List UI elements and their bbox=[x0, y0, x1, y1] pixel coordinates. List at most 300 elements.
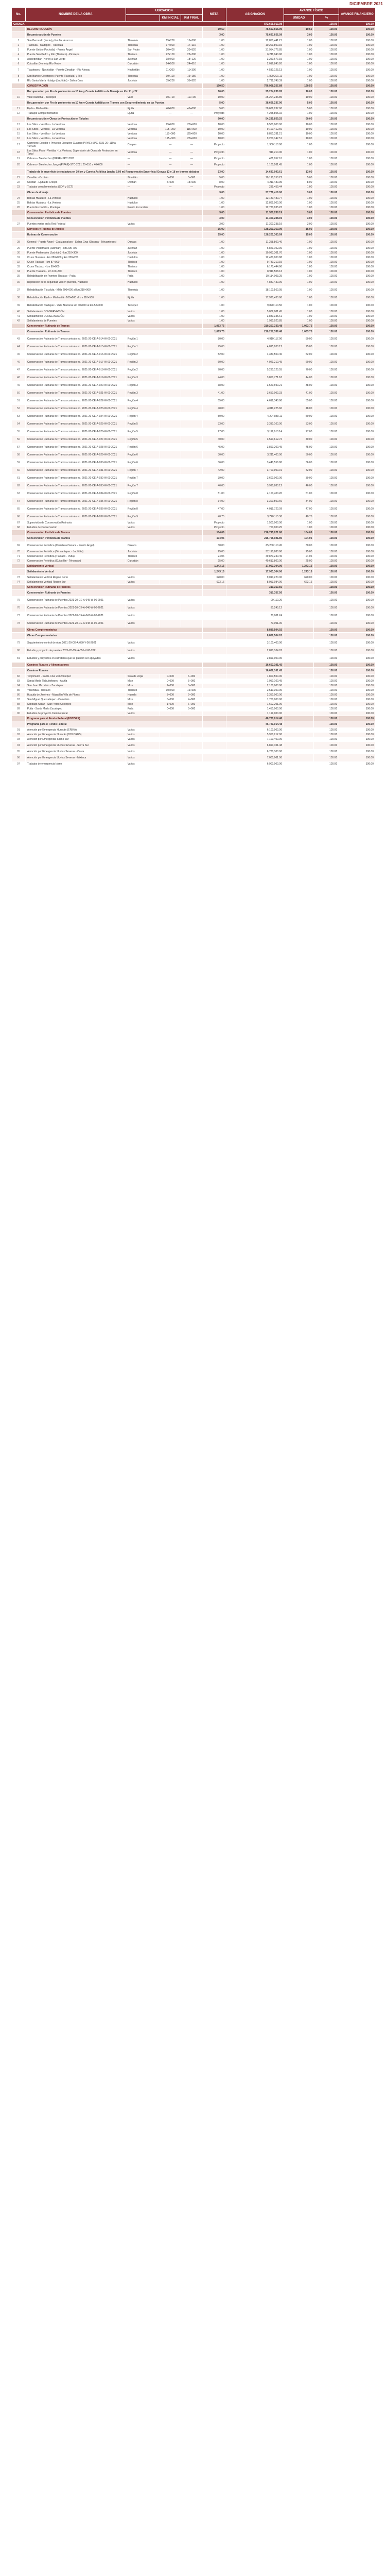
row-financial-pct: 100.00 bbox=[339, 132, 376, 137]
row-location: Región 3 bbox=[126, 382, 160, 389]
row-amount: 38,666,237.90 bbox=[226, 107, 284, 111]
subsection-row bbox=[12, 232, 376, 239]
row-name: Puente Pedernales (Juchitán) - km 210+300 bbox=[25, 251, 126, 256]
row-km-end bbox=[181, 256, 202, 260]
row-amount: 10,201,800.15 bbox=[226, 43, 284, 48]
table-row bbox=[12, 733, 376, 737]
row-amount: 3,211,400.00 bbox=[226, 451, 284, 459]
row-amount: 2,890,104.92 bbox=[226, 647, 284, 655]
section-physical-pct: 100.00 bbox=[314, 116, 339, 123]
row-index: 91 bbox=[12, 728, 26, 733]
row-financial-pct: 100.00 bbox=[339, 314, 376, 319]
section-physical-pct: 100.00 bbox=[314, 227, 339, 232]
subsection-row bbox=[12, 721, 376, 728]
row-name: Acatepetitlan (Norte) a San Jorge bbox=[25, 57, 126, 62]
row-index: 78 bbox=[12, 620, 26, 628]
row-meta: 1.00 bbox=[202, 62, 226, 66]
row-km-end bbox=[181, 269, 202, 274]
row-km-start bbox=[160, 733, 181, 737]
row-index: 9 bbox=[12, 79, 26, 83]
row-physical: 10.00 bbox=[284, 123, 314, 127]
row-physical-pct: 100.00 bbox=[314, 428, 339, 436]
table-row bbox=[12, 542, 376, 550]
section-financial-pct: 100.00 bbox=[339, 530, 376, 535]
row-name: Conservación Rutinaria de Tramos contrato no. 2021-20-CE-A-032-W-00-2021 bbox=[25, 474, 126, 482]
row-index: 28 bbox=[12, 239, 26, 246]
row-index: 1 bbox=[12, 39, 26, 43]
table-row bbox=[12, 693, 376, 698]
row-physical: 1.00 bbox=[284, 185, 314, 190]
section-physical: 15.00 bbox=[284, 227, 314, 232]
row-physical-pct: 100.00 bbox=[314, 279, 339, 286]
row-amount: 6,100,000.00 bbox=[226, 728, 284, 733]
row-physical: 1.00 bbox=[284, 265, 314, 269]
row-physical: 1.00 bbox=[284, 57, 314, 62]
row-physical: 40.75 bbox=[284, 513, 314, 521]
section-row bbox=[12, 324, 376, 329]
table-row bbox=[12, 451, 376, 459]
row-physical bbox=[284, 711, 314, 716]
row-name: Teojomulco - Santa Cruz Zenzontepec bbox=[25, 674, 126, 679]
row-physical: 1.00 bbox=[284, 48, 314, 53]
section-index bbox=[12, 215, 26, 222]
row-name: Atención por Emergencia Sismo Sur bbox=[25, 737, 126, 742]
row-meta bbox=[202, 693, 226, 698]
table-row bbox=[12, 57, 376, 62]
section-row bbox=[12, 530, 376, 535]
row-financial-pct: 100.00 bbox=[339, 161, 376, 169]
row-location: Varios bbox=[126, 597, 160, 604]
row-index: 55 bbox=[12, 428, 26, 436]
section-index bbox=[12, 569, 26, 575]
row-index: 46 bbox=[12, 359, 26, 366]
row-physical: 1.00 bbox=[284, 43, 314, 48]
row-meta: 39.00 bbox=[202, 474, 226, 482]
row-physical-pct: 100.00 bbox=[314, 382, 339, 389]
row-amount: 3,112,010.14 bbox=[226, 428, 284, 436]
table-row bbox=[12, 239, 376, 246]
row-km-start bbox=[160, 542, 181, 550]
row-km-end: 19+180 bbox=[181, 74, 202, 79]
section-physical-pct: 100.00 bbox=[314, 663, 339, 668]
row-amount: 9,890,110.50 bbox=[226, 302, 284, 310]
row-amount: 4,015,720.09 bbox=[226, 505, 284, 513]
row-amount: 911,210.00 bbox=[226, 149, 284, 157]
row-km-end: 5+000 bbox=[181, 679, 202, 684]
row-location: Región 7 bbox=[126, 474, 160, 482]
section-financial-pct: 100.00 bbox=[339, 663, 376, 668]
row-physical: 620.00 bbox=[284, 575, 314, 580]
row-meta: 42.00 bbox=[202, 467, 226, 474]
row-km-end bbox=[181, 196, 202, 201]
row-meta bbox=[202, 688, 226, 693]
section-label: Caminos Rurales bbox=[25, 668, 202, 674]
table-row bbox=[12, 260, 376, 265]
row-physical: 623.16 bbox=[284, 580, 314, 585]
row-physical-pct: 100.00 bbox=[314, 269, 339, 274]
row-amount: 8,500,000.00 bbox=[226, 123, 284, 127]
row-physical-pct: 100.00 bbox=[314, 343, 339, 351]
row-km-end bbox=[181, 655, 202, 663]
section-financial-pct: 100.00 bbox=[339, 227, 376, 232]
row-location: Putla bbox=[126, 707, 160, 711]
row-name: Cabrera - Bienhechor (PIPAE)-SPC-2021 bbox=[25, 157, 126, 161]
section-amount: 8,889,504.92 bbox=[226, 628, 284, 633]
row-km-start bbox=[160, 580, 181, 585]
row-index: 76 bbox=[12, 604, 26, 612]
table-row bbox=[12, 397, 376, 405]
row-amount: 1,890,201.11 bbox=[226, 74, 284, 79]
row-km-start: 19+100 bbox=[160, 74, 181, 79]
row-physical-pct: 100.00 bbox=[314, 111, 339, 116]
row-amount: 6,211,040.90 bbox=[226, 53, 284, 57]
section-meta: 1,243.16 bbox=[202, 564, 226, 569]
table-row bbox=[12, 161, 376, 169]
row-physical-pct: 100.00 bbox=[314, 413, 339, 420]
row-physical-pct: 100.00 bbox=[314, 405, 339, 413]
row-km-end bbox=[181, 580, 202, 585]
row-km-end bbox=[181, 754, 202, 762]
section-financial-pct: 100.00 bbox=[339, 210, 376, 215]
section-amount: 46,721,014.48 bbox=[226, 716, 284, 721]
row-physical-pct: 100.00 bbox=[314, 74, 339, 79]
row-amount: 2,510,300.00 bbox=[226, 688, 284, 693]
row-meta: 620.00 bbox=[202, 575, 226, 580]
row-financial-pct: 100.00 bbox=[339, 389, 376, 397]
row-name: Reposición de la seguridad vial en puentes, Huatulco bbox=[25, 279, 126, 286]
row-index: 36 bbox=[12, 279, 26, 286]
row-financial-pct: 100.00 bbox=[339, 382, 376, 389]
row-physical-pct: 100.00 bbox=[314, 688, 339, 693]
row-financial-pct: 100.00 bbox=[339, 762, 376, 767]
row-km-end bbox=[181, 335, 202, 343]
row-location: Región 4 bbox=[126, 397, 160, 405]
section-amount: 14,637,090.61 bbox=[226, 169, 284, 176]
row-index: 81 bbox=[12, 655, 26, 663]
row-physical: 55.00 bbox=[284, 397, 314, 405]
row-financial-pct: 100.00 bbox=[339, 127, 376, 132]
row-amount: 6,780,300.00 bbox=[226, 750, 284, 754]
row-km-start: 3+000 bbox=[160, 693, 181, 698]
row-km-end bbox=[181, 762, 202, 767]
section-amount: 138,201,360.99 bbox=[226, 232, 284, 239]
row-meta: 40.00 bbox=[202, 436, 226, 444]
row-location: Región 6 bbox=[126, 459, 160, 467]
row-physical: 25.00 bbox=[284, 559, 314, 564]
row-location: — bbox=[126, 157, 160, 161]
row-index: 72 bbox=[12, 559, 26, 564]
row-physical-pct: 100.00 bbox=[314, 319, 339, 324]
row-meta: 623.16 bbox=[202, 580, 226, 585]
row-index: 87 bbox=[12, 698, 26, 702]
row-location: Varios bbox=[126, 754, 160, 762]
section-index bbox=[12, 590, 26, 597]
row-physical-pct: 100.00 bbox=[314, 679, 339, 684]
section-physical-pct: 100.00 bbox=[314, 716, 339, 721]
section-index bbox=[12, 32, 26, 39]
row-km-start: 40+000 bbox=[160, 107, 181, 111]
table-row bbox=[12, 762, 376, 767]
row-name: Señalamiento CONSERVACIÓN bbox=[25, 310, 126, 314]
table-row bbox=[12, 343, 376, 351]
row-km-end: 6+000 bbox=[181, 674, 202, 679]
section-amount: 8,889,504.92 bbox=[226, 633, 284, 639]
section-row bbox=[12, 83, 376, 89]
row-financial-pct: 100.00 bbox=[339, 39, 376, 43]
table-row bbox=[12, 43, 376, 48]
table-row bbox=[12, 62, 376, 66]
row-name: Atención por Emergencia Huracán (ERIKA) bbox=[25, 728, 126, 733]
row-amount: 5,002,001.45 bbox=[226, 310, 284, 314]
row-location: — bbox=[126, 185, 160, 190]
row-amount: 3,700,900.91 bbox=[226, 467, 284, 474]
summary-label: CASAGA bbox=[12, 22, 226, 27]
row-financial-pct: 100.00 bbox=[339, 604, 376, 612]
row-physical: 1.00 bbox=[284, 521, 314, 526]
section-index bbox=[12, 535, 26, 542]
table-row bbox=[12, 302, 376, 310]
row-financial-pct: 100.00 bbox=[339, 260, 376, 265]
row-physical: 52.00 bbox=[284, 351, 314, 359]
col-pct: % bbox=[314, 14, 339, 22]
row-km-start bbox=[160, 554, 181, 559]
section-meta bbox=[202, 633, 226, 639]
col-name: NOMBRE DE LA OBRA bbox=[25, 8, 126, 22]
row-financial-pct: 100.00 bbox=[339, 53, 376, 57]
row-km-start bbox=[160, 251, 181, 256]
table-row bbox=[12, 157, 376, 161]
row-meta: 41.00 bbox=[202, 389, 226, 397]
row-location: Varios bbox=[126, 711, 160, 716]
row-financial-pct: 100.00 bbox=[339, 444, 376, 451]
row-physical-pct: 100.00 bbox=[314, 123, 339, 127]
table-row bbox=[12, 137, 376, 141]
row-financial-pct: 100.00 bbox=[339, 750, 376, 754]
row-km-start bbox=[160, 382, 181, 389]
row-physical: 42.00 bbox=[284, 467, 314, 474]
row-physical: 34.00 bbox=[284, 498, 314, 505]
row-meta: 1.00 bbox=[202, 201, 226, 206]
row-physical: 45.00 bbox=[284, 444, 314, 451]
table-row bbox=[12, 294, 376, 302]
row-amount: 2,899,000.00 bbox=[226, 655, 284, 663]
table-row bbox=[12, 53, 376, 57]
table-row bbox=[12, 742, 376, 750]
row-index: 77 bbox=[12, 612, 26, 620]
table-row bbox=[12, 382, 376, 389]
col-financial: AVANCE FINANCIERO bbox=[339, 8, 376, 22]
section-physical: 104.06 bbox=[284, 530, 314, 535]
row-km-end bbox=[181, 620, 202, 628]
section-amount: 216,795,021.80 bbox=[226, 530, 284, 535]
row-location: Varios bbox=[126, 319, 160, 324]
row-meta: Proyecto bbox=[202, 185, 226, 190]
row-location: Zimatlán bbox=[126, 176, 160, 180]
row-name: Valle Nacional - Tuxtepec bbox=[25, 95, 126, 100]
row-name: Cruce Huatulco - km 280+000 y km 350+200 bbox=[25, 256, 126, 260]
section-physical: 5.00 bbox=[284, 100, 314, 107]
row-financial-pct: 100.00 bbox=[339, 286, 376, 294]
row-index: 84 bbox=[12, 684, 26, 688]
row-amount: 3,520,690.21 bbox=[226, 382, 284, 389]
section-financial-pct: 100.00 bbox=[339, 633, 376, 639]
section-amount: 54,235,859.25 bbox=[226, 116, 284, 123]
row-km-end: 8+000 bbox=[181, 684, 202, 688]
table-row bbox=[12, 711, 376, 716]
row-meta: 30.00 bbox=[202, 451, 226, 459]
row-physical: 8.00 bbox=[284, 180, 314, 185]
row-meta: 10.00 bbox=[202, 95, 226, 100]
row-index: 90 bbox=[12, 711, 26, 716]
row-meta bbox=[202, 754, 226, 762]
row-physical-pct: 100.00 bbox=[314, 474, 339, 482]
row-index: 2 bbox=[12, 43, 26, 48]
row-name: Santiago Atitlán - San Pedro Ocotepec bbox=[25, 702, 126, 707]
table-row bbox=[12, 684, 376, 688]
row-km-end: — bbox=[181, 141, 202, 149]
row-meta: 1.00 bbox=[202, 274, 226, 279]
row-financial-pct: 100.00 bbox=[339, 269, 376, 274]
table-row bbox=[12, 459, 376, 467]
row-name: Yosondúa - Tlaxiaco bbox=[25, 688, 126, 693]
row-amount: 9,010,220.00 bbox=[226, 575, 284, 580]
row-location: Región 5 bbox=[126, 436, 160, 444]
row-amount: 1,450,000.00 bbox=[226, 707, 284, 711]
row-financial-pct: 100.00 bbox=[339, 256, 376, 260]
summary-row bbox=[12, 22, 376, 27]
row-amount: 4,211,480.95 bbox=[226, 180, 284, 185]
subsection-row bbox=[12, 190, 376, 196]
row-index: 40 bbox=[12, 310, 26, 314]
row-amount: 3,300,500.66 bbox=[226, 498, 284, 505]
row-physical bbox=[284, 684, 314, 688]
row-location: Varios bbox=[126, 742, 160, 750]
row-km-start bbox=[160, 246, 181, 251]
row-km-end bbox=[181, 310, 202, 314]
table-row bbox=[12, 286, 376, 294]
table-row bbox=[12, 351, 376, 359]
row-amount: 7,000,001.00 bbox=[226, 754, 284, 762]
row-km-end bbox=[181, 374, 202, 382]
row-financial-pct: 100.00 bbox=[339, 66, 376, 74]
row-location: Tlaxiaco bbox=[126, 554, 160, 559]
row-meta: 1.00 bbox=[202, 302, 226, 310]
table-row bbox=[12, 575, 376, 580]
row-location: Ventosa bbox=[126, 123, 160, 127]
row-physical: 50.00 bbox=[284, 413, 314, 420]
row-index: 44 bbox=[12, 343, 26, 351]
row-financial-pct: 100.00 bbox=[339, 294, 376, 302]
row-km-end bbox=[181, 737, 202, 742]
row-meta: 1.00 bbox=[202, 286, 226, 294]
row-name: Conservación Rutinaria de Tramos contrato no. 2021-20-CE-A-017-W-00-2021 bbox=[25, 359, 126, 366]
row-physical-pct: 100.00 bbox=[314, 222, 339, 227]
section-row bbox=[12, 27, 376, 32]
row-physical bbox=[284, 728, 314, 733]
row-km-end: — bbox=[181, 185, 202, 190]
row-km-start bbox=[160, 405, 181, 413]
row-amount: 4,011,225.60 bbox=[226, 405, 284, 413]
row-physical-pct: 100.00 bbox=[314, 684, 339, 688]
col-unit: UNIDAD bbox=[284, 14, 314, 22]
row-km-end: 4+800 bbox=[181, 698, 202, 702]
row-location: Varios bbox=[126, 639, 160, 647]
row-meta bbox=[202, 707, 226, 711]
table-row bbox=[12, 679, 376, 684]
row-index: 94 bbox=[12, 742, 26, 750]
row-km-end: 5+000 bbox=[181, 176, 202, 180]
row-name: Conservación Rutinaria de Puentes 2021-20-CE-A-048-W-00-2021 bbox=[25, 620, 126, 628]
table-row bbox=[12, 265, 376, 269]
row-physical-pct: 100.00 bbox=[314, 436, 339, 444]
row-km-end: 15+300 bbox=[181, 39, 202, 43]
section-financial-pct: 100.00 bbox=[339, 116, 376, 123]
row-physical: 1.00 bbox=[284, 279, 314, 286]
row-location: Sola de Vega bbox=[126, 674, 160, 679]
row-financial-pct: 100.00 bbox=[339, 467, 376, 474]
row-km-start bbox=[160, 420, 181, 428]
section-meta: 15.00 bbox=[202, 232, 226, 239]
row-meta: 10.00 bbox=[202, 132, 226, 137]
row-km-start: 0+000 bbox=[160, 698, 181, 702]
row-financial-pct: 100.00 bbox=[339, 612, 376, 620]
row-location: Tlacolula bbox=[126, 74, 160, 79]
row-meta: 5.00 bbox=[202, 176, 226, 180]
row-financial-pct: 100.00 bbox=[339, 274, 376, 279]
row-location: Varios bbox=[126, 310, 160, 314]
row-meta: 1.00 bbox=[202, 251, 226, 256]
row-physical: 80.00 bbox=[284, 335, 314, 343]
row-km-end bbox=[181, 222, 202, 227]
section-physical-pct: 100.00 bbox=[314, 215, 339, 222]
section-row bbox=[12, 716, 376, 721]
section-physical bbox=[284, 633, 314, 639]
section-physical-pct: 100.00 bbox=[314, 169, 339, 176]
row-physical bbox=[284, 688, 314, 693]
section-physical: 3.00 bbox=[284, 190, 314, 196]
col-km-start: KM INICIAL bbox=[160, 14, 181, 22]
row-location: Región 6 bbox=[126, 444, 160, 451]
row-km-start: 18+000 bbox=[160, 57, 181, 62]
row-physical: 1.00 bbox=[284, 251, 314, 256]
section-amount: 17,963,304.00 bbox=[226, 569, 284, 575]
table-row bbox=[12, 48, 376, 53]
row-name: Conservación Rutinaria de Tramos contrato no. 2021-20-CE-A-030-W-00-2021 bbox=[25, 459, 126, 467]
row-km-end bbox=[181, 206, 202, 210]
row-name: Los Sitios Paso - Ventilas - La Ventosa, Supervisión de Obras de Protección en Talud bbox=[25, 149, 126, 157]
row-physical-pct: 100.00 bbox=[314, 260, 339, 265]
section-row bbox=[12, 564, 376, 569]
subsection-row bbox=[12, 329, 376, 335]
section-label: Conservación Rutinaria de Puentes bbox=[25, 585, 202, 590]
row-index: 88 bbox=[12, 702, 26, 707]
row-physical: 1.00 bbox=[284, 66, 314, 74]
row-km-end bbox=[181, 246, 202, 251]
section-physical-pct: 100.00 bbox=[314, 668, 339, 674]
row-meta: 8.00 bbox=[202, 180, 226, 185]
section-physical: 60.00 bbox=[284, 116, 314, 123]
row-financial-pct: 100.00 bbox=[339, 265, 376, 269]
row-km-start bbox=[160, 750, 181, 754]
row-km-start bbox=[160, 366, 181, 374]
row-meta bbox=[202, 612, 226, 620]
row-index: 56 bbox=[12, 436, 26, 444]
row-name: Puente San Pedro y Río (Tlaxiaco) - Pinotepa bbox=[25, 53, 126, 57]
row-km-start: 11+200 bbox=[160, 66, 181, 74]
row-financial-pct: 100.00 bbox=[339, 580, 376, 585]
row-amount: 2,016,845.20 bbox=[226, 62, 284, 66]
row-km-start bbox=[160, 513, 181, 521]
